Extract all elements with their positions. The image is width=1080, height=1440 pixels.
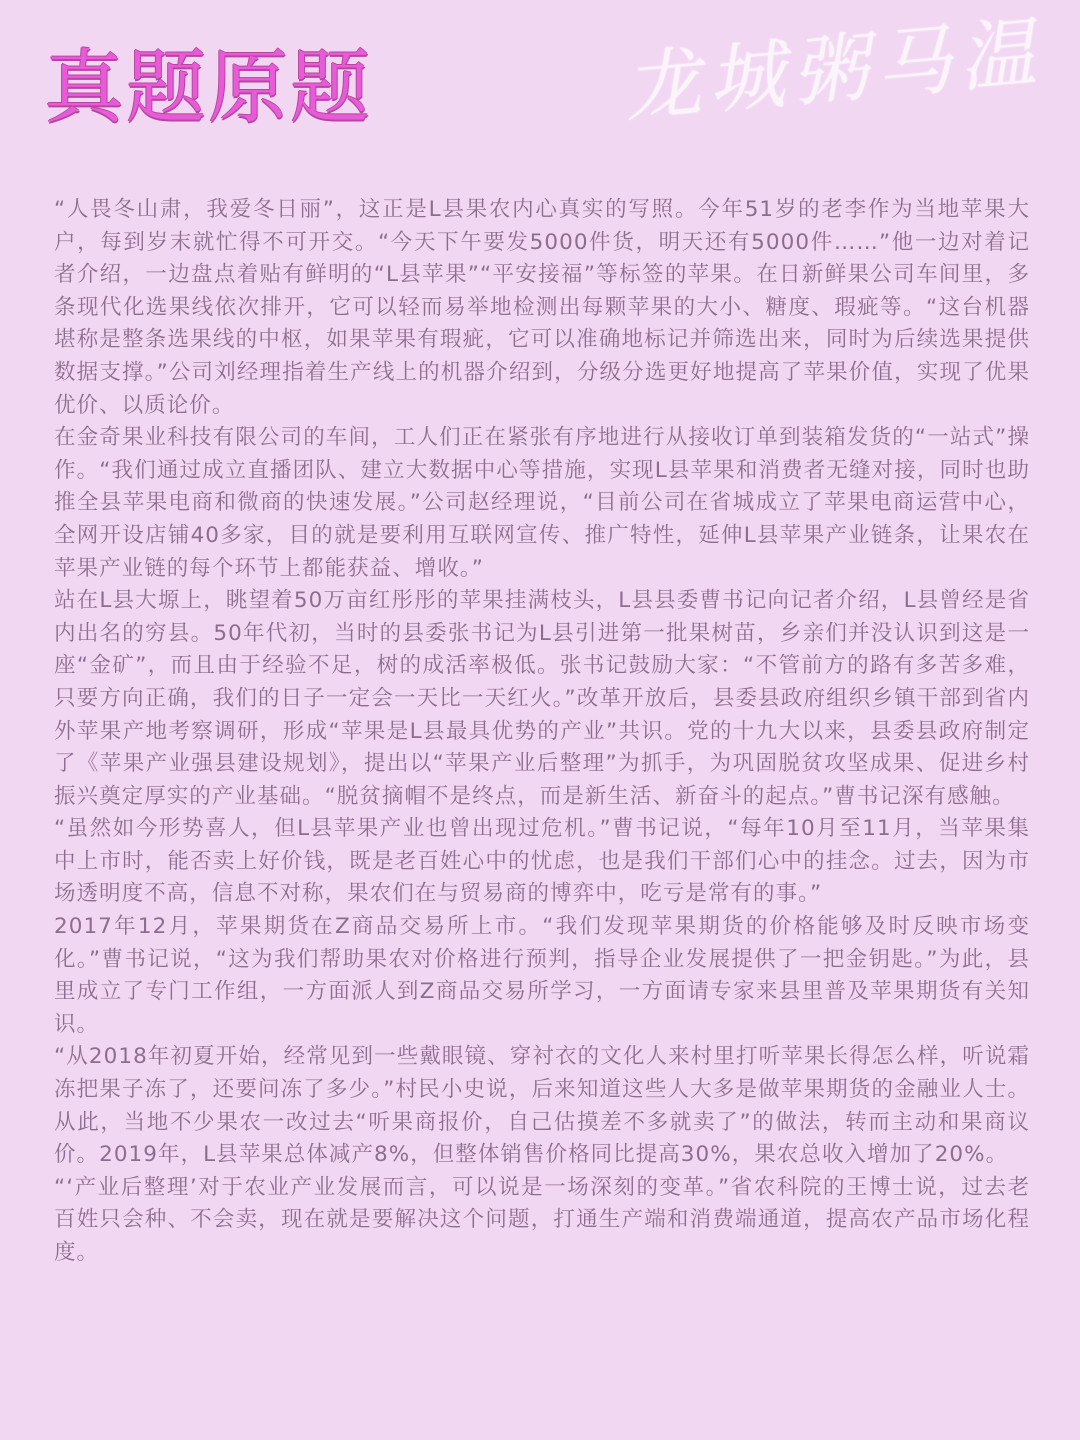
page-title: 真题原题 [44, 41, 372, 134]
watermark-signature: 龙城粥马温 [620, 6, 1048, 133]
paragraph: 在金奇果业科技有限公司的车间，工人们正在紧张有序地进行从接收订单到装箱发货的“一站式”操作。“我们通过成立直播团队、建立大数据中心等措施，实现L县苹果和消费者无缝对接，同时也助推全县苹果电商和微商的快速发展。”公司赵经理说，“目前公司在省城成立了苹果电商运营中心，全网开设店铺40多家，目的就是要利用互联网宣传、推广特性，延伸L县苹果产业链条，让果农在苹果产业链的每个环节上都能获益、增收。” [54, 425, 1030, 581]
paragraph: “虽然如今形势喜人，但L县苹果产业也曾出现过危机。”曹书记说，“每年10月至11月，当苹果集中上市时，能否卖上好价钱，既是老百姓心中的忧虑，也是我们干部们心中的挂念。过去，因为市场透明度不高，信息不对称，果农们在与贸易商的博弈中，吃亏是常有的事。” [54, 816, 1030, 907]
paragraph: 2017年12月，苹果期货在Z商品交易所上市。“我们发现苹果期货的价格能够及时反映市场变化。”曹书记说，“这为我们帮助果农对价格进行预判，指导企业发展提供了一把金钥匙。”为此，县里成立了专门工作组，一方面派人到Z商品交易所学习，一方面请专家来县里普及苹果期货有关知识。 [54, 914, 1030, 1037]
paragraph: “‘产业后整理’对于农业产业发展而言，可以说是一场深刻的变革。”省农科院的王博士说，过去老百姓只会种、不会卖，现在就是要解决这个问题，打通生产端和消费端通道，提高农产品市场化程度。 [54, 1174, 1030, 1265]
article-body [54, 194, 1030, 1270]
paragraph: “从2018年初夏开始，经常见到一些戴眼镜、穿衬衣的文化人来村里打听苹果长得怎么样，听说霜冻把果子冻了，还要问冻了多少。”村民小史说，后来知道这些人大多是做苹果期货的金融业人士。从此，当地不少果农一改过去“听果商报价，自己估摸差不多就卖了”的做法，转而主动和果商议价。2019年，L县苹果总体减产8%，但整体销售价格同比提高30%，果农总收入增加了20%。 [54, 1044, 1030, 1168]
paragraph: “人畏冬山肃，我爱冬日丽”，这正是L县果农内心真实的写照。今年51岁的老李作为当地苹果大户，每到岁末就忙得不可开交。“今天下午要发5000件货，明天还有5000件……”他一边对着记者介绍，一边盘点着贴有鲜明的“L县苹果”“平安接福”等标签的苹果。在日新鲜果公司车间里，多条现代化选果线依次排开，它可以轻而易举地检测出每颗苹果的大小、糖度、瑕疵等。“这台机器堪称是整条选果线的中枢，如果苹果有瑕疵，它可以准确地标记并筛选出来，同时为后续选果提供数据支撑。”公司刘经理指着生产线上的机器介绍到，分级分选更好地提高了苹果价值，实现了优果优价、以质论价。 [54, 197, 1030, 418]
paragraph: 站在L县大塬上，眺望着50万亩红彤彤的苹果挂满枝头，L县县委曹书记向记者介绍，L县曾经是省内出名的穷县。50年代初，当时的县委张书记为L县引进第一批果树苗，乡亲们并没认识到这是一座“金矿”，而且由于经验不足，树的成活率极低。张书记鼓励大家：“不管前方的路有多苦多难，只要方向正确，我们的日子一定会一天比一天红火。”改革开放后，县委县政府组织乡镇干部到省内外苹果产地考察调研，形成“苹果是L县最具优势的产业”共识。党的十九大以来，县委县政府制定了《苹果产业强县建设规划》，提出以“苹果产业后整理”为抓手，为巩固脱贫攻坚成果、促进乡村振兴奠定厚实的产业基础。“脱贫摘帽不是终点，而是新生活、新奋斗的起点。”曹书记深有感触。 [54, 588, 1030, 809]
